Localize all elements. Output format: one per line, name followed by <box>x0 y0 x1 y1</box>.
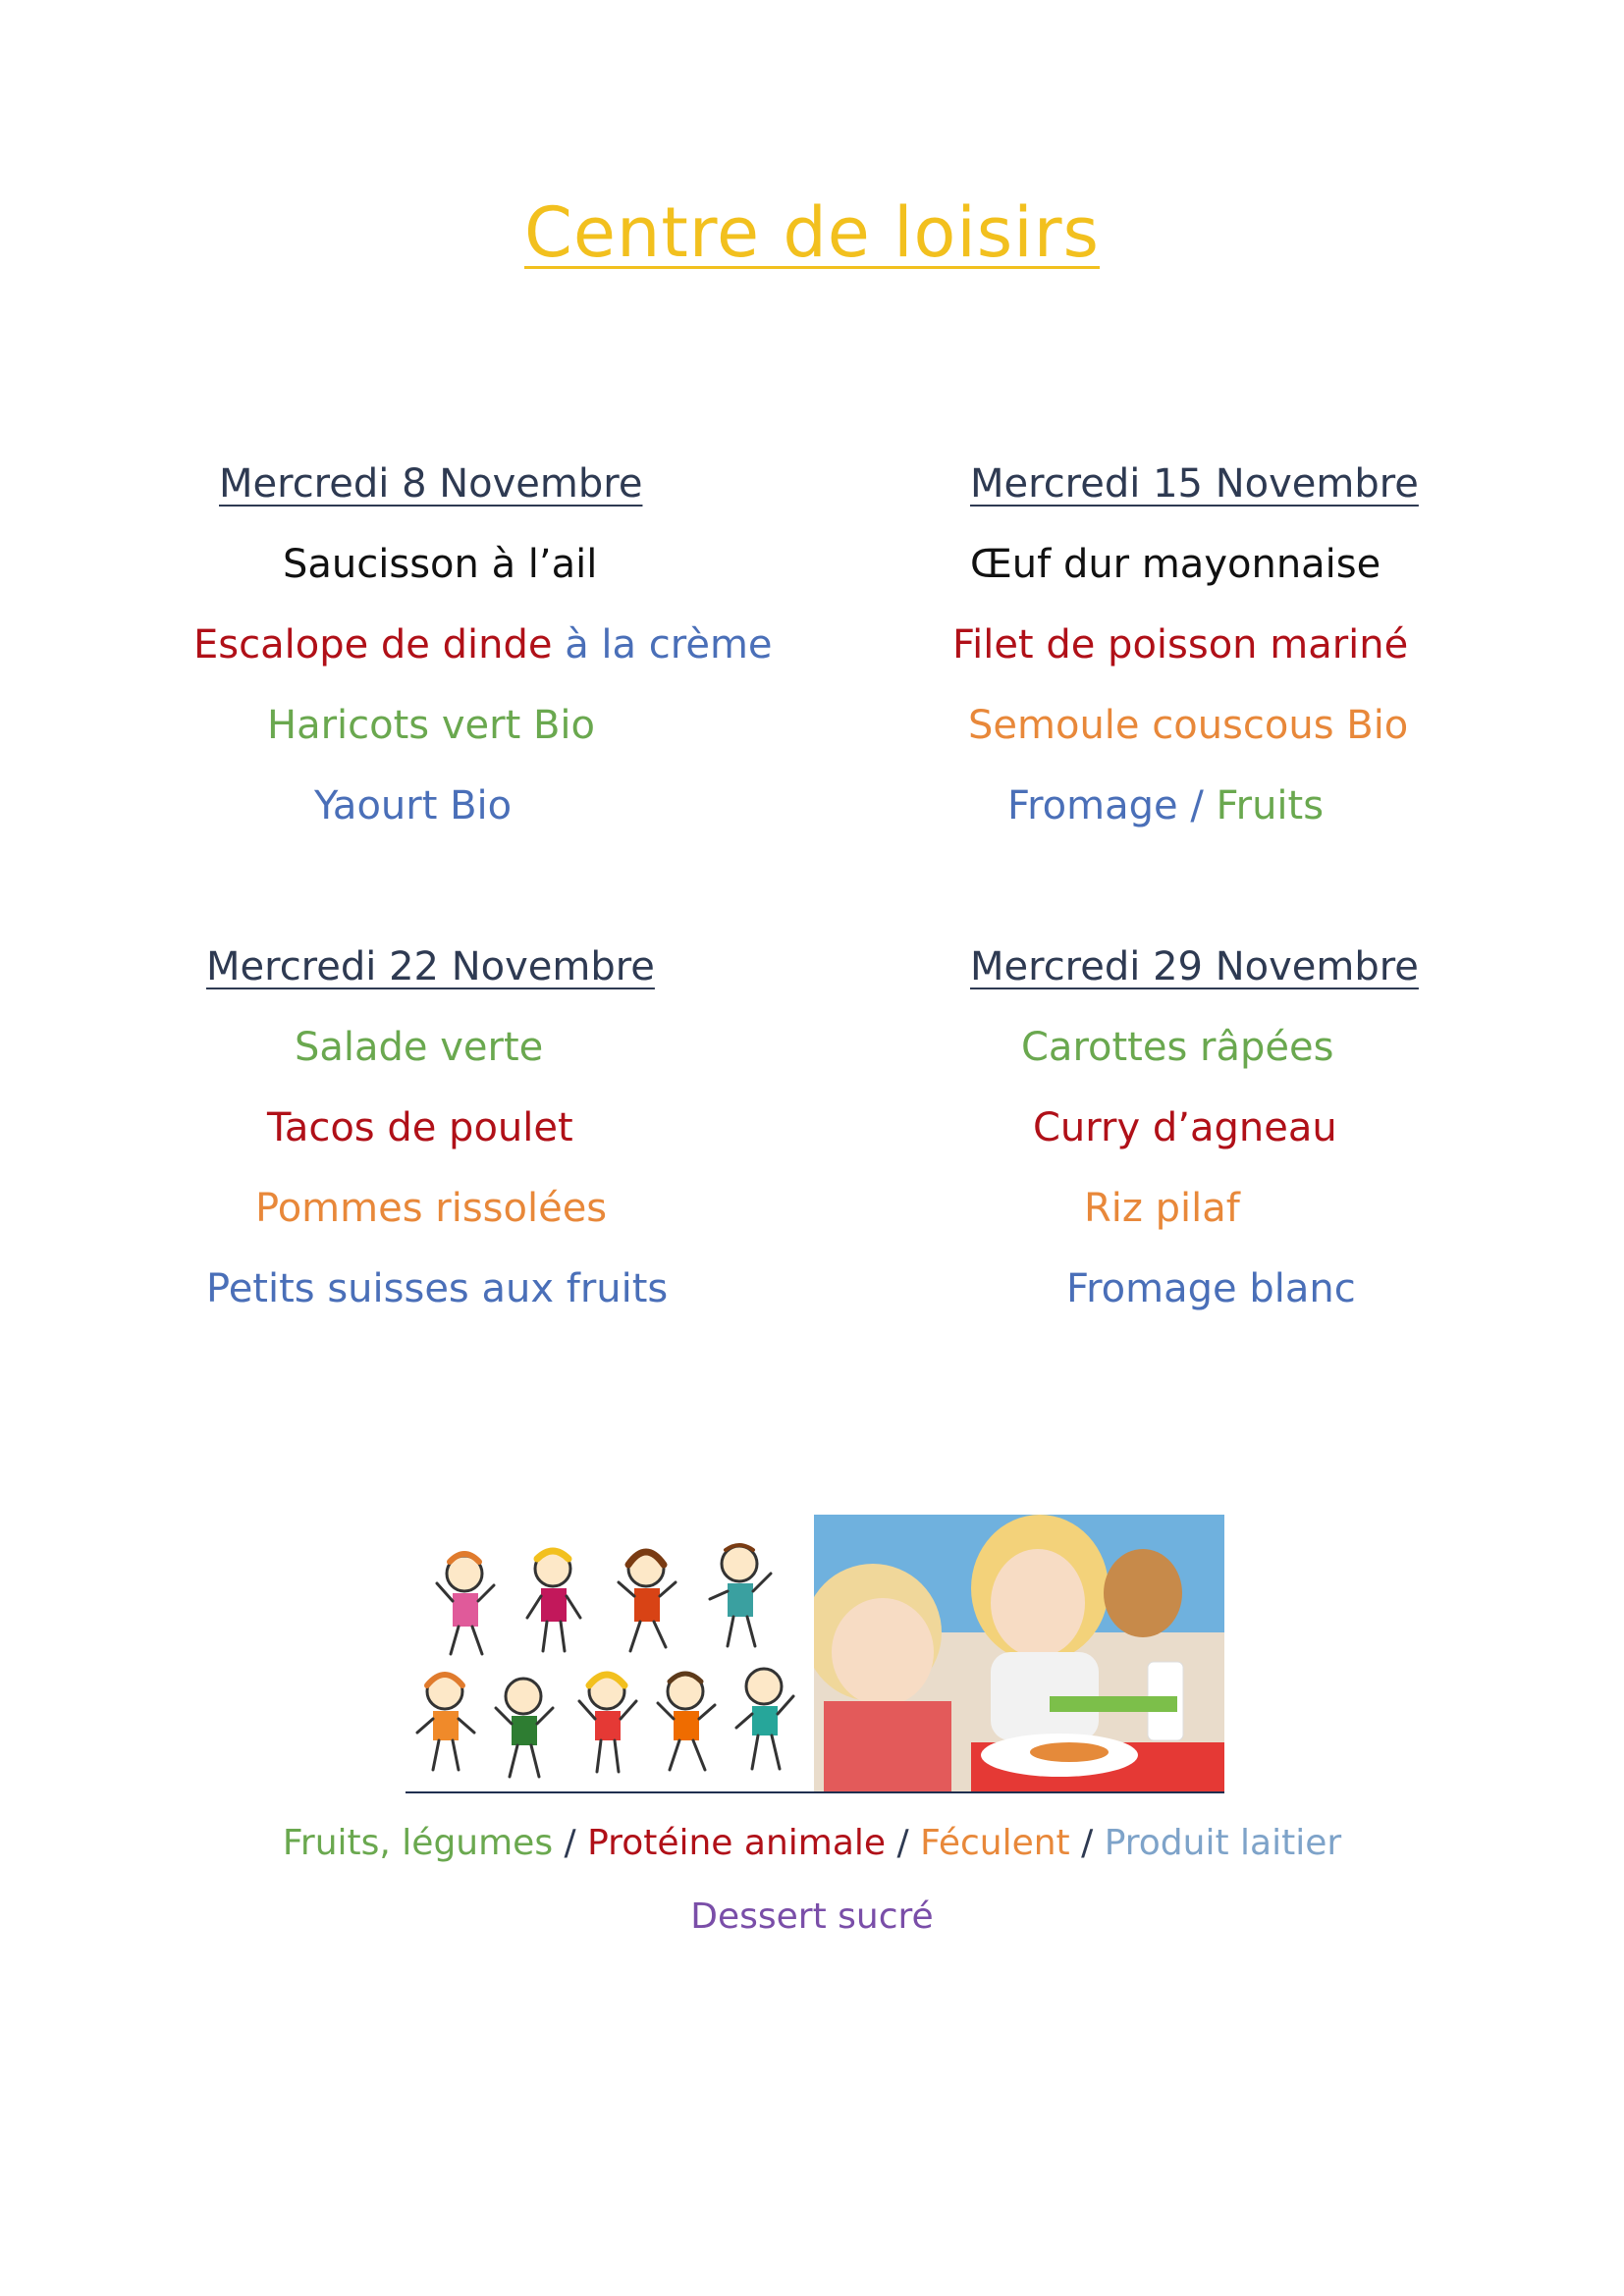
menu-text: Pommes rissolées <box>255 1186 608 1231</box>
menu-item <box>952 621 1408 668</box>
illustration <box>406 1515 1224 1791</box>
menu-item <box>283 541 597 588</box>
legend-line-2 <box>0 1896 1624 1937</box>
menu-item <box>1066 1265 1356 1312</box>
legend-fruits-vegetables: Fruits, légumes <box>282 1823 565 1863</box>
legend-sweet-dessert: Dessert sucré <box>690 1896 934 1937</box>
dancing-kids-icon <box>406 1515 814 1791</box>
menu-item <box>1021 1024 1333 1071</box>
menu-text: Haricots vert Bio <box>267 703 596 748</box>
menu-item <box>1007 782 1324 829</box>
menu-text: Saucisson à l’ail <box>283 542 598 587</box>
menu-text: à la crème <box>565 622 773 667</box>
menu-text: Carottes râpées <box>1021 1025 1334 1070</box>
menu-item <box>193 621 773 668</box>
menu-text: Tacos de poulet <box>267 1105 573 1150</box>
menu-text: / <box>1190 783 1217 828</box>
menu-text: Petits suisses aux fruits <box>206 1266 669 1311</box>
menu-item <box>267 702 595 749</box>
menu-text: Escalope de dinde <box>193 622 566 667</box>
menu-text: Salade verte <box>295 1025 544 1070</box>
legend-starch: Féculent <box>920 1823 1082 1863</box>
menu-item <box>1084 1185 1240 1232</box>
day-heading: Mercredi 15 Novembre <box>970 461 1419 507</box>
menu-text: Fromage blanc <box>1066 1266 1356 1311</box>
day-heading: Mercredi 29 Novembre <box>970 944 1419 989</box>
menu-text: Semoule couscous Bio <box>968 703 1409 748</box>
legend-animal-protein: Protéine animale <box>587 1823 897 1863</box>
menu-text: Fromage <box>1007 783 1191 828</box>
children-eating-photo <box>814 1515 1224 1791</box>
children-eating-icon <box>814 1515 1224 1791</box>
menu-item <box>970 541 1380 588</box>
menu-text: Yaourt Bio <box>314 783 513 828</box>
legend-separator: / <box>1081 1823 1105 1863</box>
menu-item <box>267 1104 573 1151</box>
menu-text: Filet de poisson mariné <box>952 622 1409 667</box>
legend-line-1 <box>0 1823 1624 1863</box>
menu-item <box>255 1185 607 1232</box>
legend-separator: / <box>564 1823 588 1863</box>
menu-item <box>206 1265 668 1312</box>
menu-item <box>314 782 512 829</box>
image-underline <box>406 1791 1224 1793</box>
menu-item <box>295 1024 543 1071</box>
legend-dairy: Produit laitier <box>1104 1823 1342 1863</box>
legend-separator: / <box>896 1823 921 1863</box>
page-title: Centre de loisirs <box>524 192 1100 273</box>
dancing-kids-drawing <box>406 1515 814 1791</box>
day-heading: Mercredi 22 Novembre <box>206 944 655 989</box>
menu-text: Curry d’agneau <box>1033 1105 1337 1150</box>
menu-item <box>968 702 1408 749</box>
menu-text: Fruits <box>1216 783 1325 828</box>
day-heading: Mercredi 8 Novembre <box>219 461 643 507</box>
menu-text: Riz pilaf <box>1084 1186 1240 1231</box>
menu-text: Œuf dur mayonnaise <box>970 542 1381 587</box>
menu-item <box>1033 1104 1337 1151</box>
